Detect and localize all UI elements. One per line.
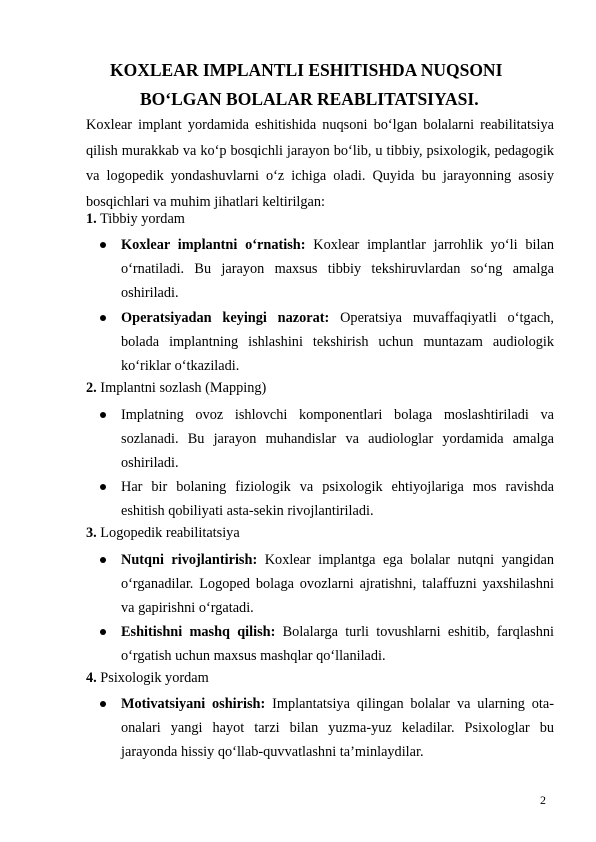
bullet-bold-lead: Nutqni rivojlantirish: — [121, 552, 258, 568]
list-item — [121, 620, 554, 668]
page-number: 2 — [540, 793, 546, 807]
bullet-bold-lead: Koxlear implantni o‘rnatish: — [121, 237, 306, 253]
bullet-text: Bolalarga turli tovushlarni eshitib, farqlashni o‘rgatish uchun maxsus mashqlar qo‘llaniladi. — [121, 624, 554, 665]
section-number: 4. — [86, 670, 97, 686]
bullet-text: Koxlear implantlar jarrohlik yo‘li bilan o‘rnatiladi. Bu jarayon maxsus tibbiy tekshiruvlardan so‘ng amalga oshiriladi. — [121, 237, 554, 302]
list-item — [121, 403, 554, 476]
bullet-bold-lead: Motivatsiyani oshirish: — [121, 696, 266, 712]
title-line-2: BO‘LGAN BOLALAR REABLITATSIYASI. — [140, 89, 479, 109]
list-item — [121, 306, 554, 379]
title-line-1: KOXLEAR IMPLANTLI ESHITISHDA NUQSONI — [110, 60, 503, 80]
section-title: Tibbiy yordam — [96, 211, 185, 227]
bullet-text: Koxlear implantga ega bolalar nutqni yangidan o‘rganadilar. Logoped bolaga ovozlarni ajratishni, talaffuzni yaxshilashni va gapirishni o‘rgatadi. — [121, 552, 554, 617]
section-number: 2. — [86, 380, 97, 396]
bullet-dot — [100, 629, 106, 635]
bullet-text: Operatsiya muvaffaqiyatli o‘tgach, bolada implantning ishlashini tekshirish uchun muntazam audiologik ko‘riklar o‘tkaziladi. — [121, 310, 554, 375]
section-heading-2 — [86, 376, 554, 400]
bullet-dot — [100, 484, 106, 490]
section-title: Logopedik reabilitatsiya — [96, 525, 240, 541]
list-item — [121, 548, 554, 621]
bullet-text: Implatning ovoz ishlovchi komponentlari bolaga moslashtiriladi va sozlanadi. Bu jarayon muhandislar va audiologlar yordamida amalga oshiriladi. — [121, 407, 554, 472]
list-item — [121, 475, 554, 523]
bullet-dot — [100, 412, 106, 418]
intro-paragraph: Koxlear implant yordamida eshitishida nuqsoni bo‘lgan bolalarni reabilitatsiya qilish murakkab va ko‘p bosqichli jarayon bo‘lib, u tibbiy, psixologik, pedagogik va logopedik yondashuvlarni o‘z ichiga oladi. Quyida bu jarayonning asosiy bosqichlari va muhim jihatlari keltirilgan: — [86, 117, 554, 210]
section-heading-4 — [86, 666, 554, 690]
section-heading-1 — [86, 207, 554, 231]
bullet-text: Implantatsiya qilingan bolalar va ularning ota-onalari yangi hayot tarzi bilan yuzma-yuz keladilar. Psixologlar bu jarayonda hissiy qo‘llab-quvvatlashni ta’minlaydilar. — [121, 696, 554, 761]
bullet-bold-lead: Eshitishni mashq qilish: — [121, 624, 276, 640]
section-title: Implantni sozlash (Mapping) — [96, 380, 267, 396]
list-item — [121, 692, 554, 765]
section-number: 1. — [86, 211, 97, 227]
bullet-text: Har bir bolaning fiziologik va psixologik ehtiyojlariga mos ravishda eshitish qobiliyati asta-sekin rivojlantiriladi. — [121, 479, 554, 520]
bullet-bold-lead: Operatsiyadan keyingi nazorat: — [121, 310, 330, 326]
bullet-dot — [100, 557, 106, 563]
bullet-dot — [100, 242, 106, 248]
section-title: Psixologik yordam — [96, 670, 209, 686]
bullet-dot — [100, 315, 106, 321]
section-heading-3 — [86, 521, 554, 545]
list-item — [121, 233, 554, 306]
bullet-dot — [100, 701, 106, 707]
section-number: 3. — [86, 525, 97, 541]
